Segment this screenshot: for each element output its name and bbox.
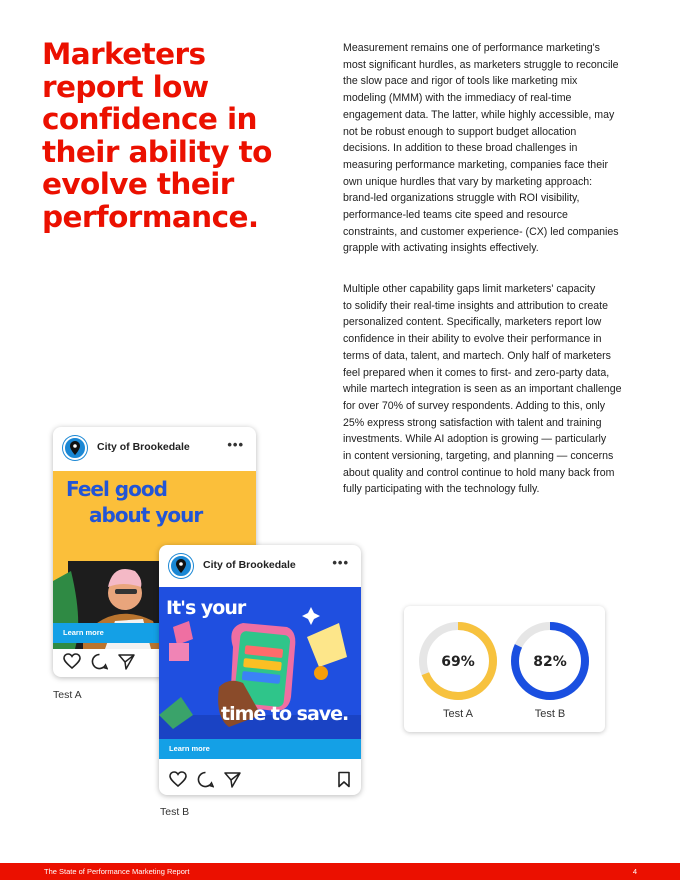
post-header [53,427,256,467]
donut-value-label: 69% [441,654,475,670]
text-line: confidence in their ability to evolve their performance in [343,333,602,346]
text-line: decisions. In addition to these broad challenges in [343,142,578,155]
post-actions [159,763,361,795]
heart-icon[interactable] [169,771,187,787]
headline [42,38,292,233]
donut-value-label: 82% [533,654,567,670]
ad-headline-line: about your [89,503,203,527]
text-line: investments. While AI adoption is growing — particularly [343,433,607,446]
heart-icon[interactable] [63,653,81,669]
ad-headline-line: time to save. [221,703,349,725]
body-paragraph-2 [343,281,643,498]
bookmark-icon[interactable] [337,771,351,788]
more-options-icon[interactable]: ••• [332,555,349,570]
text-line: the slow pace and rigor of tools like marketing mix [343,75,578,88]
social-post-card-b [159,545,361,795]
location-pin-icon [176,559,186,573]
headline-line: report low [42,69,209,104]
text-line: personalized content. Specifically, marketers report low [343,316,602,329]
ad-headline-line: Feel good [66,477,167,501]
caption-test-a: Test A [53,689,82,701]
learn-more-label: Learn more [63,628,104,637]
account-avatar [169,554,193,578]
learn-more-label: Learn more [169,744,210,753]
account-name: City of Brookedale [97,441,190,453]
comment-icon[interactable] [197,771,214,788]
text-line: own unique hurdles that vary by marketing approach: [343,175,593,188]
headline-line: confidence in [42,102,257,136]
ad-headline-line: It's your [166,597,246,619]
caption-test-b: Test B [160,806,190,818]
share-icon[interactable] [118,653,135,670]
text-line: feel prepared when it comes to first- and zero-party data, [343,366,610,379]
headline-line: performance. [42,199,259,234]
text-line: grapple with activating insights effectively. [343,242,539,255]
donut-chart-panel [404,606,605,732]
text-line: performance-led teams cite speed and resource [343,209,568,222]
text-line: while martech integration is seen as an important challenge [343,383,622,396]
text-line: to solidify their real-time insights and attribution to create [343,299,608,312]
ad-creative-b [159,587,361,741]
learn-more-button[interactable] [159,739,361,759]
text-line: terms of data, talent, and martech. Only half of marketers [343,349,611,362]
text-line: brand-led organizations struggle with ROI visibility, [343,192,580,205]
text-line: Measurement remains one of performance marketing's [343,42,600,54]
share-icon[interactable] [224,771,241,788]
text-line: modeling (MMM) with the immediacy of real-time [343,92,572,105]
text-line: most significant hurdles, as marketers struggle to reconcile [343,58,619,71]
headline-line: evolve their [42,167,234,201]
account-name: City of Brookedale [203,559,296,571]
page-footer [0,863,680,880]
text-line: fully participating with the technology fully. [343,483,540,496]
headline-line: Marketers [42,37,206,71]
post-header [159,545,361,585]
page-number: 4 [632,867,637,876]
donut-series-label: Test B [534,708,566,720]
text-line: about quality and control continue to hold many back from [343,466,615,479]
text-line: engagement data. The latter, while highly accessible, may [343,108,615,121]
donut-chart [404,606,605,732]
text-line: not be robust enough to support budget allocation [343,125,577,138]
text-line: constraints, and customer experience- (CX) led companies [343,225,619,238]
headline-line: their ability to [42,134,272,169]
text-line: 25% express strong satisfaction with talent and training [343,416,602,429]
body-paragraph-1 [343,40,643,257]
text-line: measuring performance marketing, companies face their [343,158,608,171]
text-line: for over 70% of survey respondents. Adding to this, only [343,399,606,412]
more-options-icon[interactable]: ••• [227,437,244,452]
account-avatar [63,436,87,460]
text-line: Multiple other capability gaps limit marketers' capacity [343,283,596,295]
location-pin-icon [70,441,80,455]
text-line: in content versioning, targeting, and planning — concerns [343,450,614,463]
donut-series-label: Test A [443,708,473,720]
comment-icon[interactable] [91,653,108,670]
footer-report-title: The State of Performance Marketing Report [44,867,190,876]
